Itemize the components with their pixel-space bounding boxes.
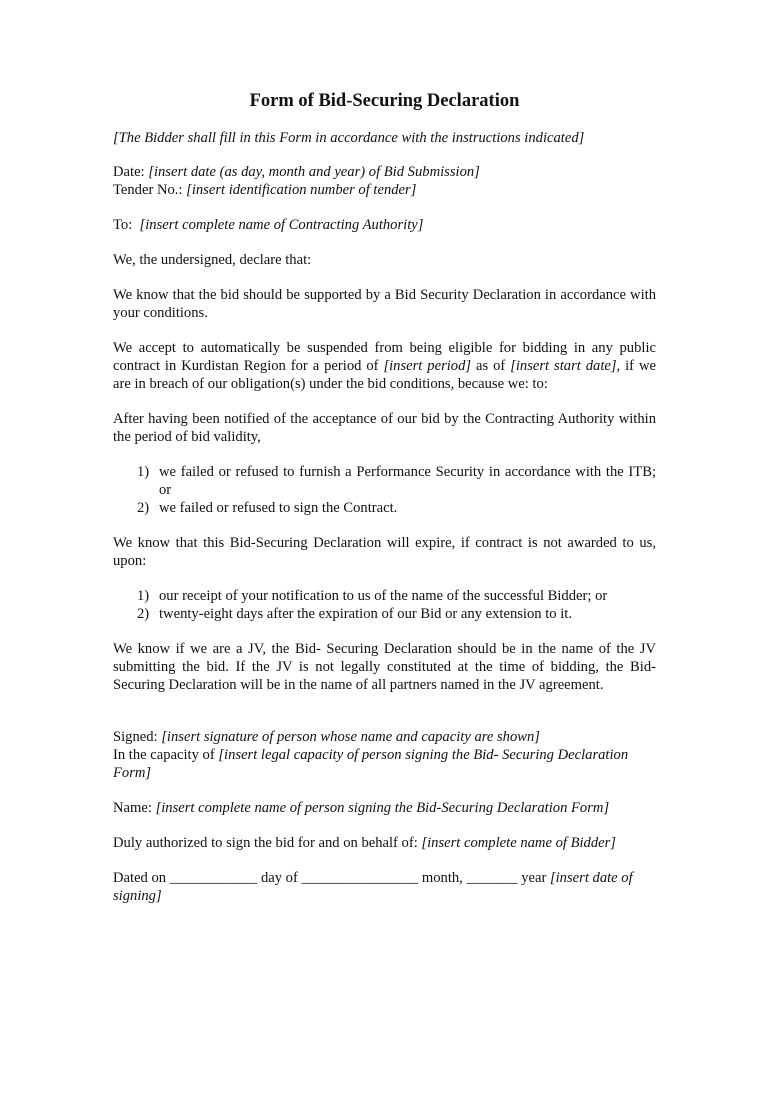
list-text: twenty-eight days after the expiration of our Bid or any extension to it. — [159, 606, 572, 622]
signed-line — [113, 728, 656, 746]
to-label: To: — [113, 217, 140, 233]
suspension-text-3: , if we are in breach of our obligation(s) under the bid conditions, because we: to: — [113, 358, 656, 392]
to-placeholder: [insert complete name of Contracting Authority] — [139, 217, 424, 233]
breach-list — [113, 463, 656, 517]
start-date-placeholder: [insert start date] — [510, 358, 617, 374]
tender-placeholder: [insert identification number of tender] — [186, 182, 417, 198]
date-placeholder: [insert date (as day, month and year) of Bid Submission] — [148, 164, 480, 180]
suspension-paragraph — [113, 339, 656, 393]
signing-date-placeholder: [insert date of signing] — [113, 870, 633, 904]
list-text: we failed or refused to furnish a Performance Security in accordance with the ITB; or — [159, 464, 656, 498]
suspension-text-2: as of — [471, 358, 511, 374]
instruction-note: [The Bidder shall fill in this Form in accordance with the instructions indicated] — [113, 130, 585, 146]
date-line — [113, 163, 656, 181]
signed-label: Signed: — [113, 729, 162, 745]
bidder-placeholder: [insert complete name of Bidder] — [421, 835, 616, 851]
notification-paragraph: After having been notified of the acceptance of our bid by the Contracting Authority within the period of bid validity, — [113, 411, 656, 445]
tender-label: Tender No.: — [113, 182, 187, 198]
list-text: we failed or refused to sign the Contract. — [159, 500, 398, 516]
to-line — [113, 216, 656, 234]
expiry-list — [113, 587, 656, 623]
list-item — [113, 499, 656, 517]
document-page — [0, 90, 768, 1114]
list-item — [113, 587, 656, 605]
declare-line: We, the undersigned, declare that: — [113, 252, 312, 268]
capacity-placeholder: [insert legal capacity of person signing the Bid- Securing Declaration Form] — [113, 747, 629, 781]
list-number: 2) — [137, 606, 150, 622]
capacity-line — [113, 746, 656, 782]
authorized-label: Duly authorized to sign the bid for and on behalf of: — [113, 835, 422, 851]
period-placeholder: [insert period] — [383, 358, 472, 374]
list-text: our receipt of your notification to us of the name of the successful Bidder; or — [159, 588, 608, 604]
list-number: 2) — [137, 500, 150, 516]
name-placeholder: [insert complete name of person signing the Bid-Securing Declaration Form] — [155, 800, 610, 816]
list-number: 1) — [137, 464, 150, 480]
expiry-paragraph: We know that this Bid-Securing Declaration will expire, if contract is not awarded to us, upon: — [113, 535, 656, 569]
form-title: Form of Bid-Securing Declaration — [249, 91, 520, 111]
list-number: 1) — [137, 588, 150, 604]
name-label: Name: — [113, 800, 156, 816]
dated-line — [113, 869, 656, 905]
name-line — [113, 799, 656, 817]
bid-security-paragraph: We know that the bid should be supported by a Bid Security Declaration in accordance with your conditions. — [113, 287, 656, 321]
list-item — [113, 463, 656, 499]
dated-text: Dated on ____________ day of ________________ month, _______ year — [113, 870, 550, 886]
list-item — [113, 605, 656, 623]
capacity-label: In the capacity of — [113, 747, 219, 763]
date-label: Date: — [113, 164, 149, 180]
jv-paragraph: We know if we are a JV, the Bid- Securing Declaration should be in the name of the JV submitting the bid. If the JV is not legally constituted at the time of bidding, the Bid-Securing Declaration will be in the name of all partners named in the JV agreement. — [113, 641, 656, 693]
suspension-text-1: We accept to automatically be suspended from being eligible for bidding in any public contract in Kurdistan Region for a period of — [113, 340, 656, 374]
tender-line — [113, 181, 656, 199]
signature-placeholder: [insert signature of person whose name and capacity are shown] — [161, 729, 540, 745]
authorized-line — [113, 834, 656, 852]
